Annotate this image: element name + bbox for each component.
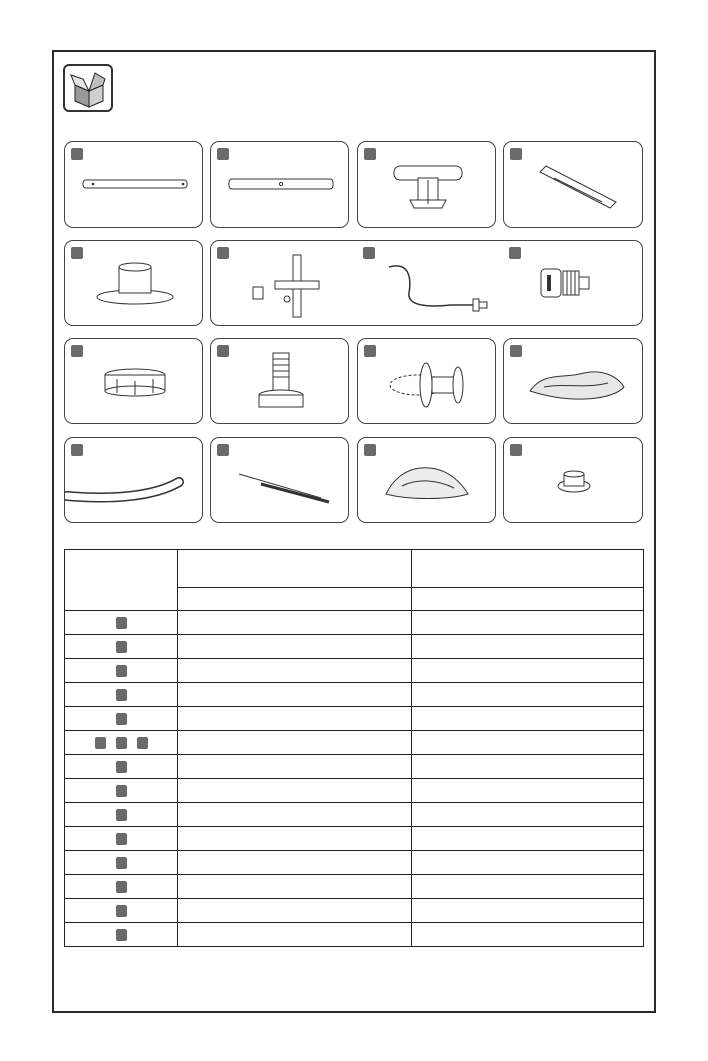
table-cell [65, 923, 178, 947]
table-row [65, 707, 644, 731]
part-number-badge [116, 881, 127, 893]
table-cell [65, 779, 178, 803]
table-row [65, 635, 644, 659]
table-row [65, 755, 644, 779]
table-cell [65, 635, 178, 659]
table-header-cell [65, 550, 178, 611]
table-cell [412, 707, 644, 731]
table-cell [178, 851, 412, 875]
table-cell [65, 731, 178, 755]
table-cell [178, 875, 412, 899]
table-cell [412, 803, 644, 827]
table-row [65, 875, 644, 899]
cover-icon [504, 339, 644, 425]
part-card-13 [64, 437, 203, 523]
table-cell [412, 659, 644, 683]
part-number-badge [116, 737, 127, 749]
table-header-cell [178, 588, 412, 611]
table-cell [65, 851, 178, 875]
part-number-badge [116, 857, 127, 869]
table-cell [65, 875, 178, 899]
table-cell [412, 779, 644, 803]
table-cell [178, 827, 412, 851]
table-cell [412, 755, 644, 779]
table-header-cell [178, 550, 412, 588]
table-cell [412, 611, 644, 635]
strainer-icon [358, 339, 497, 425]
part-card-2 [210, 141, 349, 228]
table-row [65, 923, 644, 947]
table-cell [412, 899, 644, 923]
part-number-badge [116, 665, 127, 677]
table-cell [178, 899, 412, 923]
nut-icon [65, 339, 204, 425]
table-header-cell [412, 550, 644, 588]
part-number-badge [116, 929, 127, 941]
table-row [65, 803, 644, 827]
table-cell [65, 611, 178, 635]
table-cell [65, 803, 178, 827]
table-cell [178, 707, 412, 731]
table-cell [178, 611, 412, 635]
part-number-badge [116, 905, 127, 917]
table-row [65, 827, 644, 851]
hose-adapter-icon [211, 241, 644, 327]
leg-cap-icon [65, 241, 204, 327]
part-number-badge [95, 737, 106, 749]
table-cell [65, 707, 178, 731]
pipe-icon [65, 142, 204, 229]
part-number-badge [116, 761, 127, 773]
table-cell [65, 755, 178, 779]
part-card-15 [357, 437, 496, 523]
table-row [65, 611, 644, 635]
parts-table [64, 549, 644, 947]
part-number-badge [116, 689, 127, 701]
table-header-row [65, 550, 644, 588]
strainer-connector-icon [211, 339, 350, 425]
table-cell [65, 899, 178, 923]
part-card-1 [64, 141, 203, 228]
table-row [65, 731, 644, 755]
table-cell [178, 923, 412, 947]
table-cell [178, 635, 412, 659]
table-cell [412, 923, 644, 947]
part-number-badge [116, 785, 127, 797]
table-cell [178, 755, 412, 779]
table-cell [65, 827, 178, 851]
table-cell [65, 659, 178, 683]
table-cell [178, 779, 412, 803]
table-row [65, 683, 644, 707]
pin-icon [504, 142, 644, 229]
part-card-16 [503, 437, 643, 523]
table-cell [412, 851, 644, 875]
pipe-icon [211, 142, 350, 229]
part-number-badge [116, 713, 127, 725]
table-cell [178, 683, 412, 707]
open-box-icon [63, 64, 113, 112]
part-number-badge [137, 737, 148, 749]
table-cell [412, 635, 644, 659]
hose-icon [65, 438, 204, 524]
part-number-badge [116, 833, 127, 845]
part-card-14 [210, 437, 349, 523]
table-cell [412, 683, 644, 707]
table-cell [412, 731, 644, 755]
table-row [65, 899, 644, 923]
table-header-cell [412, 588, 644, 611]
part-card-3 [357, 141, 496, 228]
table-row [65, 851, 644, 875]
part-number-badge [116, 641, 127, 653]
part-card-5 [64, 240, 203, 326]
part-card-12 [503, 338, 643, 424]
part-number-badge [116, 809, 127, 821]
filter-pin-icon [211, 438, 350, 524]
table-cell [412, 827, 644, 851]
part-card-group-6-8 [210, 240, 643, 326]
table-cell [65, 683, 178, 707]
table-cell [178, 659, 412, 683]
table-row [65, 779, 644, 803]
plug-icon [504, 438, 644, 524]
t-joint-icon [358, 142, 497, 229]
part-card-9 [64, 338, 203, 424]
table-row [65, 659, 644, 683]
table-cell [178, 803, 412, 827]
part-card-11 [357, 338, 496, 424]
table-cell [178, 731, 412, 755]
part-number-badge [116, 617, 127, 629]
part-card-4 [503, 141, 643, 228]
part-card-10 [210, 338, 349, 424]
ground-cloth-icon [358, 438, 497, 524]
table-cell [412, 875, 644, 899]
